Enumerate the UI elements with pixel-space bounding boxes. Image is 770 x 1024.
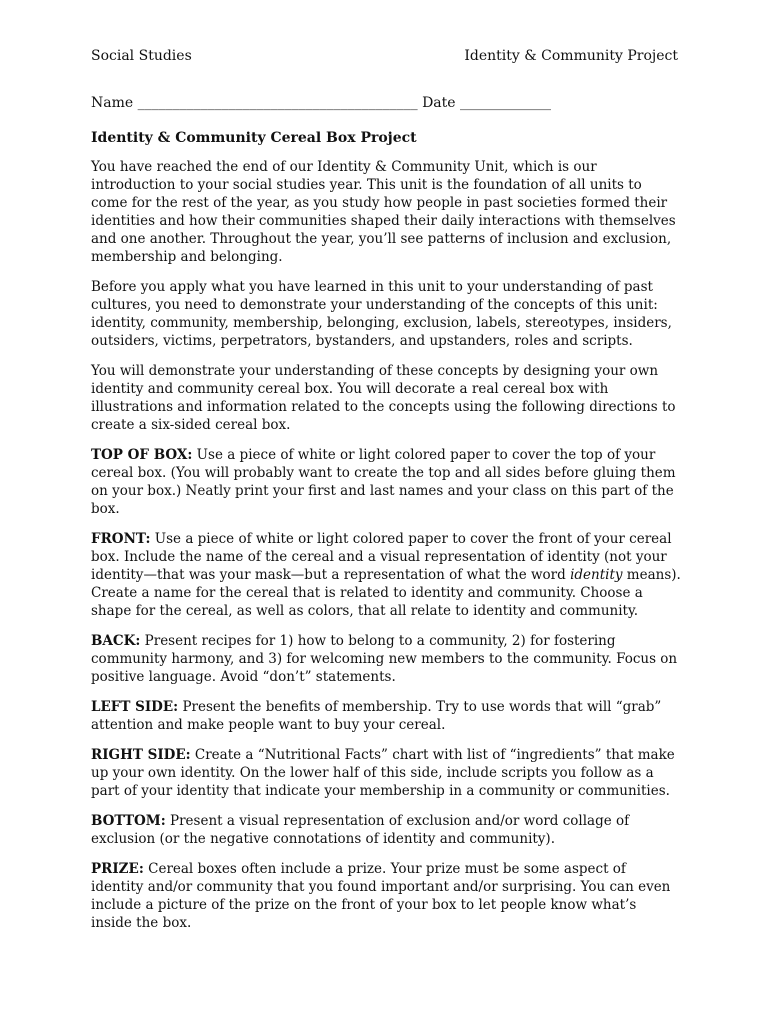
section-text: Use a piece of white or light colored paper to cover the top of your cereal box. (You will probably want to create the top and all sides before gluing them on your box.) Neatly print your first and last names and your class on this part of the box. <box>91 447 676 517</box>
section-right-side <box>91 746 681 800</box>
section-text-italic: identity <box>570 567 623 583</box>
name-date-line <box>91 94 678 112</box>
section-top-of-box <box>91 446 681 518</box>
section-left-side <box>91 698 681 734</box>
section-label: TOP OF BOX: <box>91 447 193 463</box>
section-text: means). Create a name for the cereal that is related to identity and community. Choose a shape for the cereal, as well as colors, that all relate to identity and community. <box>91 567 681 619</box>
section-label: LEFT SIDE: <box>91 699 179 715</box>
date-blank[interactable]: _____________ <box>460 95 552 111</box>
section-text: Create a “Nutritional Facts” chart with list of “ingredients” that make up your own identity. On the lower half of this side, include scripts you follow as a part of your identity that indicate your membership in a community or communities. <box>91 747 675 799</box>
intro-paragraph-1: You have reached the end of our Identity & Community Unit, which is our introduction to your social studies year. This unit is the foundation of all units to come for the rest of the year, as you study how people in past societies formed their identities and how their communities shaped their daily interactions with themselves and one another. Throughout the year, you’ll see patterns of inclusion and exclusion, membership and belonging. <box>91 159 676 265</box>
name-blank[interactable]: ________________________________________ <box>137 95 418 111</box>
section-label: FRONT: <box>91 531 151 547</box>
section-text: Present a visual representation of exclusion and/or word collage of exclusion (or the negative connotations of identity and community). <box>91 813 630 847</box>
date-label: Date <box>422 95 456 111</box>
document-body <box>91 129 681 944</box>
section-text: Cereal boxes often include a prize. Your prize must be some aspect of identity and/or community that you found important and/or surprising. You can even include a picture of the prize on the front of your box to let people know what’s inside the box. <box>91 861 671 931</box>
section-bottom <box>91 812 681 848</box>
section-label: RIGHT SIDE: <box>91 747 191 763</box>
page-header <box>91 47 678 65</box>
intro-paragraph-2: Before you apply what you have learned in this unit to your understanding of past cultures, you need to demonstrate your understanding of the concepts of this unit: identity, community, membership, belonging, exclusion, labels, stereotypes, insiders, outsiders, victims, perpetrators, bystanders, and upstanders, roles and scripts. <box>91 279 672 349</box>
section-back <box>91 632 681 686</box>
section-front <box>91 530 681 620</box>
section-prize <box>91 860 681 932</box>
section-label: BACK: <box>91 633 141 649</box>
section-text: Use a piece of white or light colored paper to cover the front of your cereal box. Include the name of the cereal and a visual representation of identity (not your identity—that was your mask—but a representation of what the word <box>91 531 672 583</box>
intro-paragraph-3: You will demonstrate your understanding of these concepts by designing your own identity and community cereal box. You will decorate a real cereal box with illustrations and information related to the concepts using the following directions to create a six-sided cereal box. <box>91 363 676 433</box>
section-label: BOTTOM: <box>91 813 166 829</box>
section-text: Present the benefits of membership. Try to use words that will “grab” attention and make people want to buy your cereal. <box>91 699 662 733</box>
document-title: Identity & Community Cereal Box Project <box>91 130 417 146</box>
section-text: Present recipes for 1) how to belong to a community, 2) for fostering community harmony, and 3) for welcoming new members to the community. Focus on positive language. Avoid “don’t” statements. <box>91 633 678 685</box>
header-project: Identity & Community Project <box>464 48 678 64</box>
name-label: Name <box>91 95 134 111</box>
section-label: PRIZE: <box>91 861 144 877</box>
header-subject: Social Studies <box>91 48 192 64</box>
